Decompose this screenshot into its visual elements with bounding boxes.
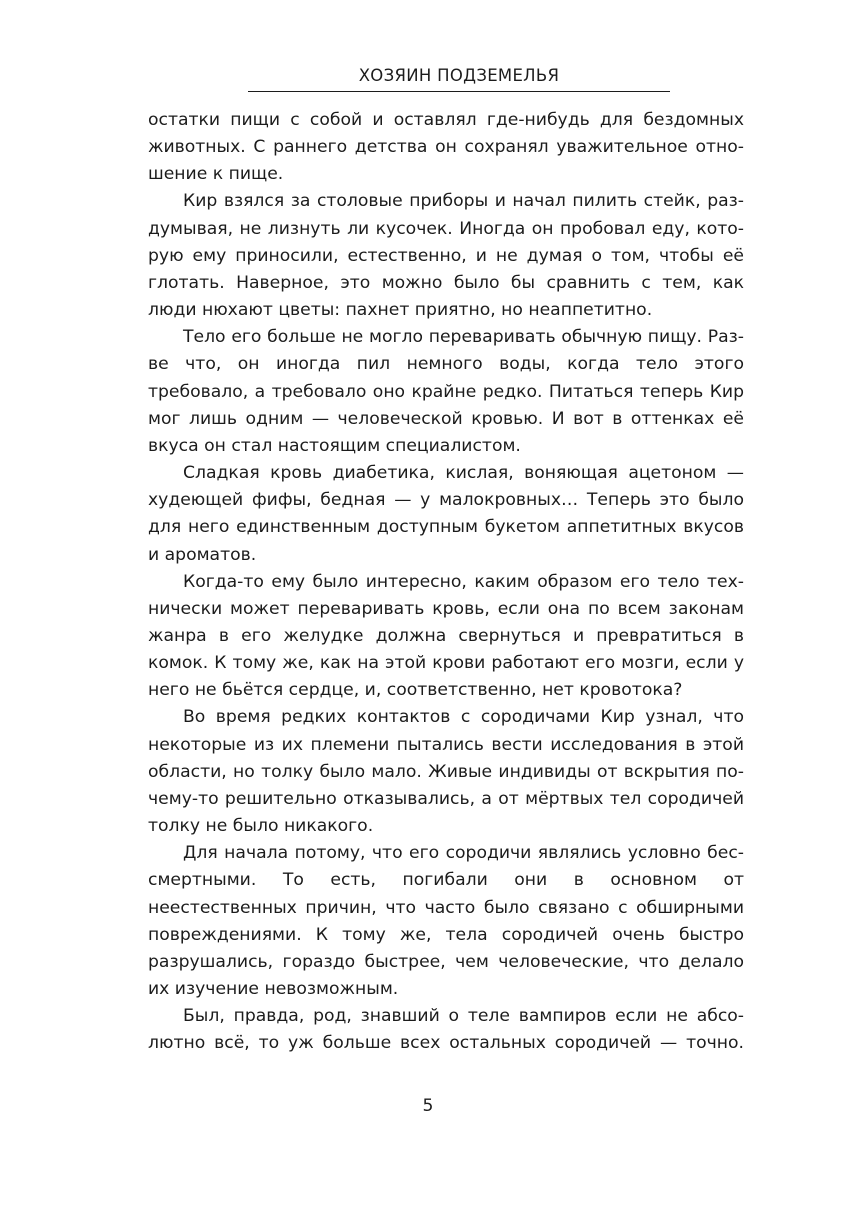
paragraph-7: Для начала потому, что его сородичи являлись условно бессмертными. То есть, погибали они в основном от неестественных причин, что часто было связано с обширными повреждениями. К тому же, тела сородичей очень быстро разрушались, гораздо быстрее, чем человеческие, что делало их изучение невозможным. [148,843,744,999]
paragraph-5: Когда-то ему было интересно, каким образом его тело технически может переваривать кровь, если она по всем законам жанра в его желудке должна свернуться и превратиться в комок. К тому же, как на этой крови работают его мозги, если у него не бьётся сердце, и, соответственно, нет кровотока? [148,571,744,701]
paragraph-6: Во время редких контактов с сородичами Кир узнал, что некоторые из их племени пытались вести исследования в этой области, но толку было мало. Живые индивиды от вскрытия почему-то решительно отказывались, а от мёртвых тел сородичей толку не было никакого. [148,707,744,837]
paragraph-4: Сладкая кровь диабетика, кислая, воняющая ацетоном — худеющей фифы, бедная — у малокровных… Теперь это было для него единственным доступным букетом аппетитных вкусов и ароматов. [148,463,744,565]
paragraph-2: Кир взялся за столовые приборы и начал пилить стейк, раздумывая, не лизнуть ли кусочек. Иногда он пробовал еду, которую ему приносили, естественно, и не думая о том, чтобы её глотать. Наверное, это можно было бы сравнить с тем, как люди нюхают цветы: пахнет приятно, но неаппетитно. [148,191,744,321]
paragraph-8: Был, правда, род, знавший о теле вампиров если не абсолютно всё, то уж больше всех остальных сородичей — точно. [148,1006,744,1054]
page-number: 5 [422,1096,434,1116]
paragraph-1: остатки пищи с собой и оставлял где-нибудь для бездомных животных. С раннего детства он сохранял уважительное отношение к пище. [148,110,744,185]
body-text [148,107,744,1057]
paragraph-3: Тело его больше не могло переваривать обычную пищу. Разве что, он иногда пил немного воды, когда тело этого требовало, а требовало оно крайне редко. Питаться теперь Кир мог лишь одним — человеческой кровью. И вот в оттенках её вкуса он стал настоящим специалистом. [148,327,744,456]
running-head-title: ХОЗЯИН ПОДЗЕМЕЛЬЯ [248,66,670,92]
